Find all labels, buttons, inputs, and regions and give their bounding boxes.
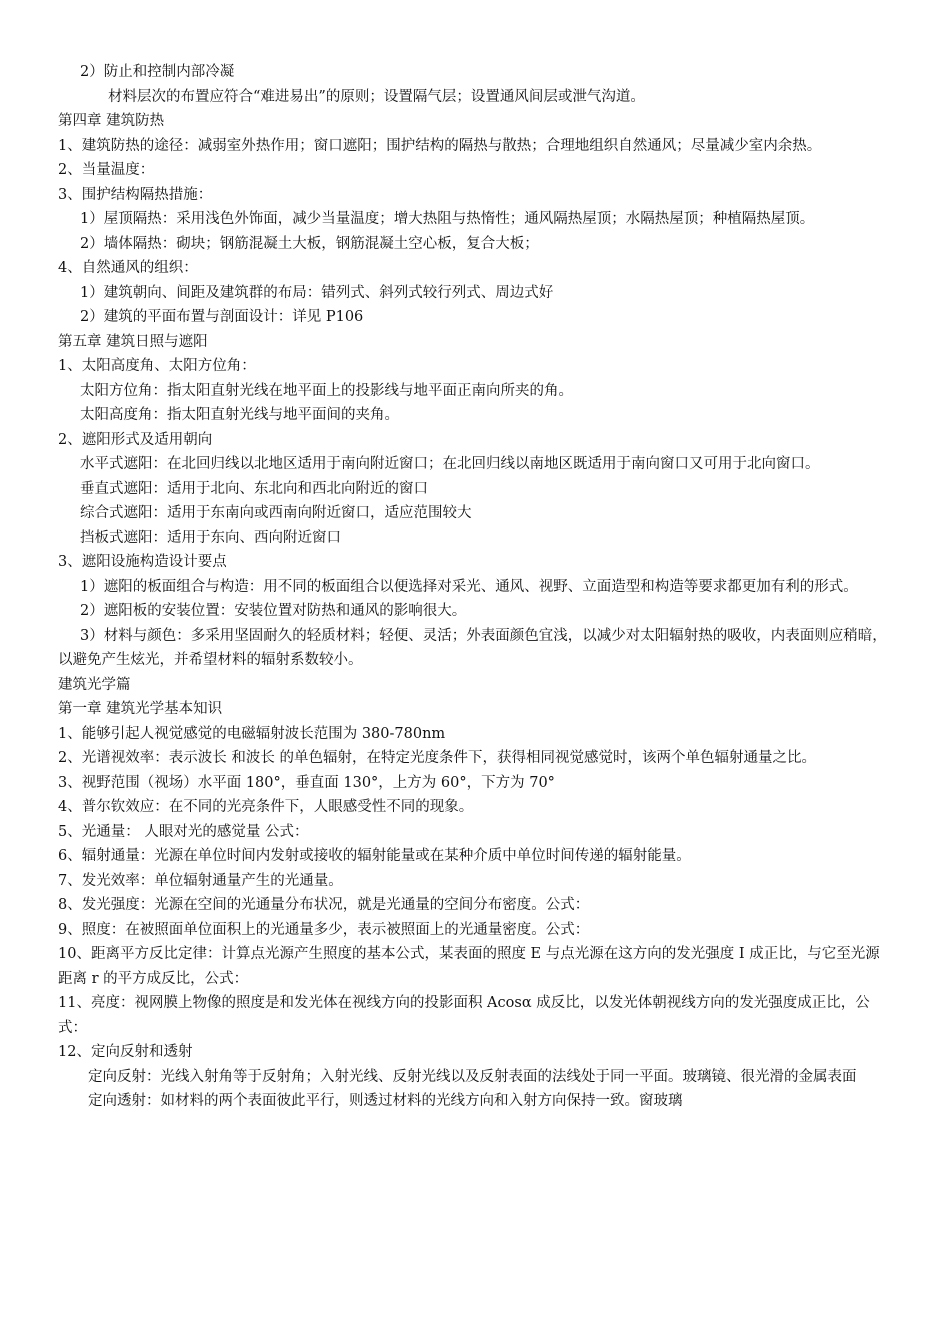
text-line: 太阳方位角：指太阳直射光线在地平面上的投影线与地平面正南向所夹的角。 — [80, 382, 573, 399]
text-line: 1）屋顶隔热：采用浅色外饰面，减少当量温度；增大热阻与热惰性；通风隔热屋顶；水隔热屋顶；种植隔热屋顶。 — [80, 211, 815, 227]
text-line: 1）遮阳的板面组合与构造：用不同的板面组合以便选择对采光、通风、视野、立面造型和构造等要求都更加有利的形式。 — [80, 578, 858, 595]
text-line: 2）墙体隔热：砌块；钢筋混凝土大板，钢筋混凝土空心板，复合大板； — [80, 235, 539, 252]
text-line: 10、距离平方反比定律：计算点光源产生照度的基本公式，某表面的照度 E 与点光源在这方向的发光强度 I 成正比，与它至光源距离 r 的平方成反比，公式： — [58, 946, 880, 987]
text-line: 2、遮阳形式及适用朝向 — [58, 431, 213, 448]
text-line: 第一章 建筑光学基本知识 — [58, 701, 223, 717]
text-line: 4、普尔钦效应：在不同的光亮条件下，人眼感受性不同的现象。 — [58, 799, 474, 815]
text-line: 2）建筑的平面布置与剖面设计：详见 P106 — [80, 309, 364, 325]
text-line: 1、建筑防热的途径：减弱室外热作用；窗口遮阳；围护结构的隔热与散热；合理地组织自然通风；尽量减少室内余热。 — [58, 137, 822, 154]
text-line: 7、发光效率：单位辐射通量产生的光通量。 — [58, 872, 343, 889]
text-line: 2、当量温度： — [58, 162, 155, 178]
text-line: 3、遮阳设施构造设计要点 — [58, 554, 227, 570]
text-line: 3）材料与颜色：多采用坚固耐久的轻质材料；轻便、灵活；外表面颜色宜浅，以减少对太阳辐射热的吸收，内表面则应稍暗，以避免产生炫光，并希望材料的辐射系数较小。 — [58, 627, 887, 668]
text-line: 定向透射：如材料的两个表面彼此平行，则透过材料的光线方向和入射方向保持一致。窗玻璃 — [88, 1093, 683, 1109]
document-page — [58, 60, 894, 1114]
text-line: 第四章 建筑防热 — [58, 113, 165, 129]
text-line: 挡板式遮阳：适用于东向、西向附近窗口 — [80, 529, 341, 546]
text-line: 1、太阳高度角、太阳方位角： — [58, 358, 256, 374]
text-line: 2、光谱视效率：表示波长 和波长 的单色辐射，在特定光度条件下，获得相同视觉感觉时，该两个单色辐射通量之比。 — [58, 750, 816, 766]
text-line: 8、发光强度：光源在空间的光通量分布状况，就是光通量的空间分布密度。公式： — [58, 897, 590, 913]
text-line: 材料层次的布置应符合“难进易出”的原则；设置隔气层；设置通风间层或泄气沟道。 — [108, 88, 645, 105]
text-line: 4、自然通风的组织： — [58, 260, 198, 276]
text-line: 建筑光学篇 — [58, 676, 131, 693]
text-line: 水平式遮阳：在北回归线以北地区适用于南向附近窗口；在北回归线以南地区既适用于南向窗口又可用于北向窗口。 — [80, 456, 820, 472]
text-line: 3、围护结构隔热措施： — [58, 186, 213, 203]
text-line: 定向反射：光线入射角等于反射角；入射光线、反射光线以及反射表面的法线处于同一平面。玻璃镜、很光滑的金属表面 — [88, 1068, 857, 1085]
text-line: 11、亮度：视网膜上物像的照度是和发光体在视线方向的投影面积 Acosα 成反比，以发光体朝视线方向的发光强度成正比，公式： — [58, 995, 870, 1036]
text-line: 第五章 建筑日照与遮阳 — [58, 333, 208, 350]
text-line: 2）防止和控制内部冷凝 — [80, 64, 235, 80]
text-line: 综合式遮阳：适用于东南向或西南向附近窗口，适应范围较大 — [80, 505, 472, 521]
text-line: 垂直式遮阳：适用于北向、东北向和西北向附近的窗口 — [80, 480, 428, 497]
text-line: 2）遮阳板的安装位置：安装位置对防热和通风的影响很大。 — [80, 603, 467, 619]
text-line: 9、照度：在被照面单位面积上的光通量多少，表示被照面上的光通量密度。公式： — [58, 921, 590, 938]
text-line: 12、定向反射和透射 — [58, 1044, 193, 1060]
text-line: 1、能够引起人视觉感觉的电磁辐射波长范围为 380-780nm — [58, 725, 446, 742]
text-line: 6、辐射通量：光源在单位时间内发射或接收的辐射能量或在某种介质中单位时间传递的辐射能量。 — [58, 848, 691, 864]
text-line: 1）建筑朝向、间距及建筑群的布局：错列式、斜列式较行列式、周边式好 — [80, 284, 554, 301]
text-line: 太阳高度角：指太阳直射光线与地平面间的夹角。 — [80, 407, 399, 423]
text-line: 5、光通量： 人眼对光的感觉量 公式： — [58, 823, 309, 840]
text-line: 3、视野范围（视场）水平面 180°，垂直面 130°，上方为 60°，下方为 70° — [58, 774, 555, 791]
